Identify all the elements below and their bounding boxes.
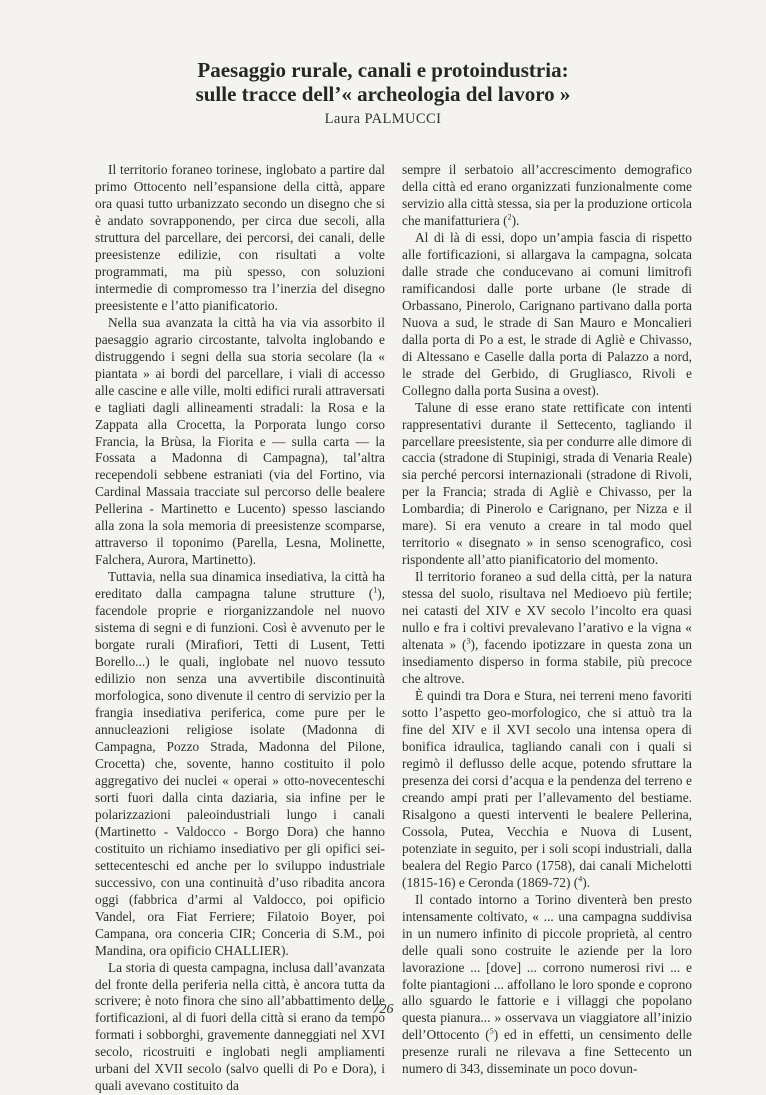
footnote-ref: 4 [578, 874, 583, 884]
paragraph [402, 569, 692, 688]
page-number: 726 [372, 1002, 394, 1017]
paragraph-text: sempre il serbatoio all’accrescimento demografico della città ed erano organizzati funzionalmente come servizio alla città stessa, sia per la produzione orticola che manifatturiera ( [402, 162, 692, 228]
footnote-ref: 3 [466, 636, 471, 646]
paragraph-text: Tuttavia, nella sua dinamica insediativa, la città ha ereditato dalla campagna talune strutture ( [95, 569, 385, 602]
paragraph-text: ) ed in effetti, un censimento delle presenze rurali ne rilevava a fine Settecento un numero di 343, disseminate un poco dovun- [402, 1027, 692, 1077]
paragraph-text: È quindi tra Dora e Stura, nei terreni meno favoriti sotto l’aspetto geo-morfologico, che si attuò tra la fine del XIV e il XVI secolo una intensa opera di bonifica idraulica, tagliando canali con i quali si regimò il deflusso delle acque, potendo sfruttare la presenza dei corsi d’acqua e la pendenza del terreno e creando ampi prati per l’allevamento del bestiame. Risalgono a questi interventi le bealere Pellerina, Cossola, Putea, Vecchia e Nuova di Lusent, potenziate in seguito, per i soli scopi industriali, dalla bealera del Regio Parco (1758), dai canali Michelotti (1815-16) e Ceronda (1869-72) ( [402, 688, 692, 890]
paragraph-text: ). [511, 212, 520, 228]
paragraph: Il territorio foraneo torinese, inglobato a partire dal primo Ottocento nell’espansione della città, appare ora quasi tutto urbanizzato secondo un disegno che si è andato sovrapponendo, per circa due secoli, alla struttura del parcellare, dei percorsi, dei canali, delle preesistenze edilizie, con risultati a volte programmati, ma più spesso, con soluzioni intermedie di compromesso tra l’inerzia del disegno preesistente e l’atto pianificatorio. [95, 162, 385, 313]
left-column [95, 162, 385, 1095]
footnote-ref: 2 [507, 212, 512, 222]
title-line-2: sulle tracce dell’« archeologia del lavoro » [195, 82, 571, 106]
paragraph-text: ). [582, 874, 591, 890]
paragraph: Talune di esse erano state rettificate con intenti rappresentativi durante il Settecento, tagliando il parcellare preesistente, sia per condurre alle dimore di caccia (stradone di Stupinigi, strada di Venaria Reale) sia perché percorsi internazionali (stradone di Rivoli, per la Francia; strada di Agliè e Chivasso, per la Lombardia; di Pinerolo e Carignano, per Nizza e il mare). Si era venuto a creare in tal modo quel territorio « disegnato » in senso scenografico, così rispondente all’atto pianificatorio del momento. [402, 399, 692, 568]
paragraph [402, 892, 692, 1079]
paragraph-text: Il territorio foraneo a sud della città, per la natura stessa del suolo, risultava nel Medioevo più fertile; nei catasti del XIV e XV secolo l’incolto era quasi nullo e fra i coltivi prevalevano l’arativo e la vigna « altenata » ( [402, 569, 692, 653]
paragraph-text: Il contado intorno a Torino diventerà ben presto intensamente coltivato, « ... una campagna suddivisa in un numero infinito di piccole proprietà, al centro delle quali sono costruite le aziende per la loro lavorazione ... [dove] ... corrono numerosi rivi ... e folte piantagioni ... affollano le loro sponde e coprono allo sguardo le fattorie e i villaggi che popolano questa pianura... » osservava un viaggiatore all’inizio dell’Ottocento ( [402, 891, 692, 1043]
paragraph [402, 162, 692, 230]
paragraph: Al di là di essi, dopo un’ampia fascia di rispetto alle fortificazioni, si allargava la campagna, solcata dalle strade che conducevano ai comuni limitrofi ramificandosi dalle porte urbane (le strade di Orbassano, Pinerolo, Carignano partivano dalla porta Nuova a sud, le strade di San Mauro e Moncalieri dalla porta di Po a est, le strade di Agliè e Chivasso, di Altessano e Caselle dalla porta di Palazzo a nord, le strade del Gerbido, di Grugliasco, Rivoli e Collegno dalla porta Susina a ovest). [402, 229, 692, 398]
paragraph: La storia di questa campagna, inclusa dall’avanzata del fronte della periferia nella città, è ancora tutta da scrivere; è noto finora che sino all’abbattimento delle fortificazioni, al di fuori della città si erano da tempo formati i sobborghi, gravemente danneggiati nel XVI secolo, ricostruiti e inglobati negli ampliamenti urbani del XVII secolo (salvo quelli di Po e Dora), i quali avevano costituito da [95, 959, 385, 1094]
paragraph-text: ), facendole proprie e riorganizzandole nel nuovo sistema di segni e di funzioni. Così è avvenuto per le borgate rurali (Mirafiori, Tetti di Lusent, Tetti Borello...) le quali, inglobate nel nuovo tessuto edilizio non senza una avvertibile discontinuità morfologica, sono divenute il centro di servizio per la frangia insediativa periferica, come pure per le annucleazioni religiose isolate (Madonna di Campagna, Pozzo Strada, Madonna del Pilone, Crocetta) che, sovente, hanno costituito il polo aggregativo dei nuclei « operai » otto-novecenteschi sorti fuori dalla cinta daziaria, sia infine per le polarizzazioni paleoindustriali lungo i canali (Martinetto - Valdocco - Borgo Dora) che hanno costituito un richiamo insediativo per gli opifici sei-settecenteschi ed anche per lo sviluppo industriale successivo, con una continuità d’uso ribadita ancora oggi (fabbrica d’armi al Valdocco, poi opificio Vandel, ora Fiat Ferriere; Filatoio Boyer, poi Campana, ora conceria CIR; Conceria di S.M., poi Mandina, ora opificio CHALLIER). [95, 586, 385, 958]
author-name: Laura PALMUCCI [324, 111, 442, 127]
paragraph [402, 688, 692, 892]
paragraph [95, 569, 385, 959]
footnote-ref: 5 [489, 1026, 494, 1036]
right-column [402, 162, 692, 1078]
title-line-1: Paesaggio rurale, canali e protoindustria: [197, 58, 569, 82]
footnote-ref: 1 [373, 585, 378, 595]
paragraph-text: ), facendo ipotizzare in questa zona un insediamento disperso in forma stabile, più precoce che altrove. [402, 637, 692, 687]
paragraph: Nella sua avanzata la città ha via via assorbito il paesaggio agrario circostante, talvolta inglobando e distruggendo i segni della sua storia secolare (la « piantata » ai bordi del parcellare, i viali di accesso alle cascine e alle ville, molti edifici rurali attraversati e tagliati dagli allineamenti stradali: la Rosa e la Zappata alla Crocetta, la Porporata lungo corso Francia, la Brùsa, la Fiorita e — sulla carta — la Fossata a Madonna di Campagna), tal’altra recependoli sebbene estraniati (via del Fortino, via Cardinal Massaia tracciate sul percorso delle bealere Pellerina - Martinetto e Lucento) spesso lasciando alla zona la sola memoria di preesistenze scomparse, attraverso il toponimo (Parella, Lesna, Molinette, Falchera, Aurora, Martinetto). [95, 314, 385, 568]
article-title [0, 58, 766, 106]
